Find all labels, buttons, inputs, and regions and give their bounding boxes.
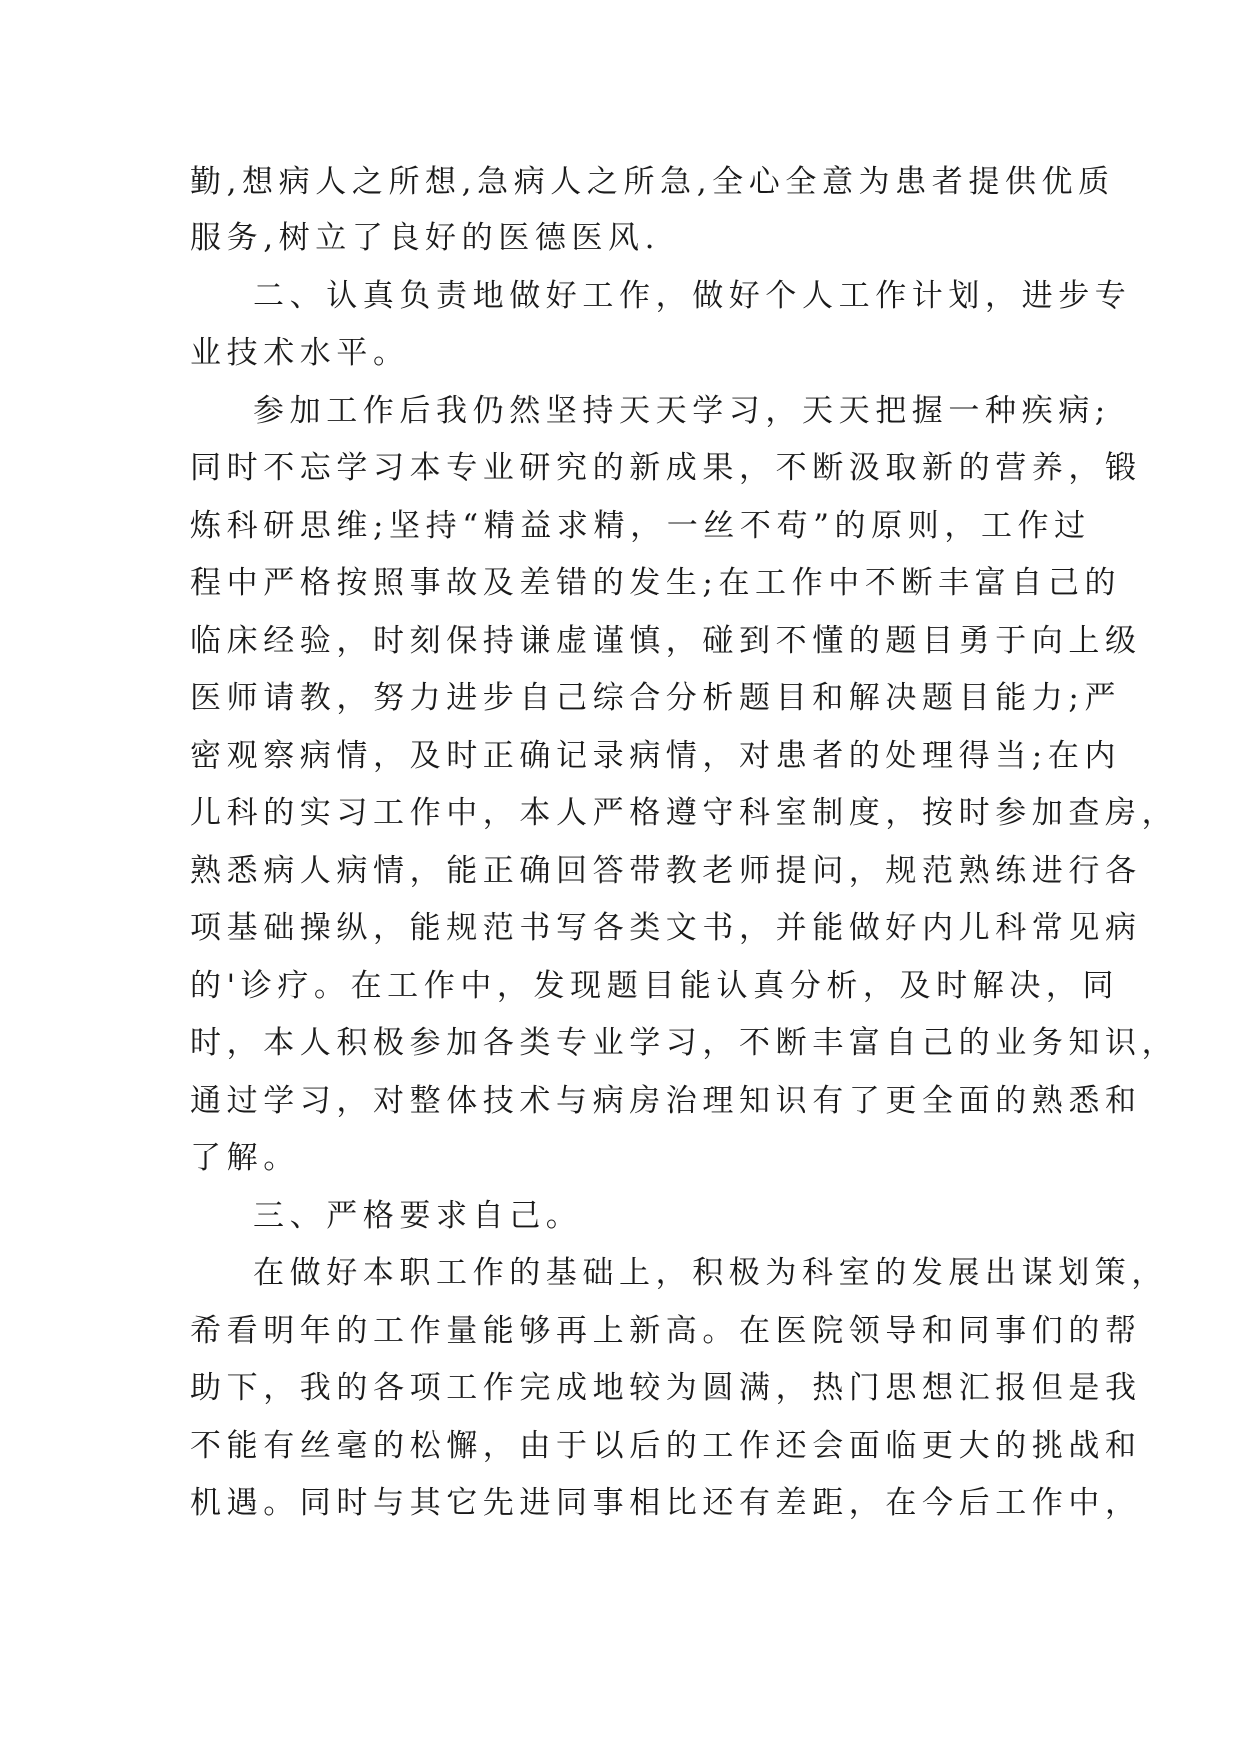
text-line: 助下，我的各项工作完成地较为圆满，热门思想汇报但是我 xyxy=(190,1370,1142,1406)
text-line: 项基础操纵，能规范书写各类文书，并能做好内儿科常见病 xyxy=(190,910,1142,946)
paragraph-start: 在做好本职工作的基础上，积极为科室的发展出谋划策， xyxy=(253,1255,1168,1291)
paragraph-start: 参加工作后我仍然坚持天天学习，天天把握一种疾病; xyxy=(253,393,1111,429)
text-line: 业技术水平。 xyxy=(190,335,410,371)
text-line: 希看明年的工作量能够再上新高。在医院领导和同事们的帮 xyxy=(190,1313,1142,1349)
text-line: 服务,树立了良好的医德医风. xyxy=(190,220,661,256)
text-line: 同时不忘学习本专业研究的新成果，不断汲取新的营养，锻 xyxy=(190,450,1142,486)
text-line: 密观察病情，及时正确记录病情，对患者的处理得当;在内 xyxy=(190,738,1122,774)
text-line: 儿科的实习工作中，本人严格遵守科室制度，按时参加查房， xyxy=(190,795,1179,831)
text-line: 临床经验，时刻保持谦虚谨慎，碰到不懂的题目勇于向上级 xyxy=(190,623,1142,659)
text-line: 的'诊疗。在工作中，发现题目能认真分析，及时解决，同 xyxy=(190,968,1120,1004)
section-heading-2: 二、认真负责地做好工作，做好个人工作计划，进步专 xyxy=(253,278,1132,314)
text-line: 机遇。同时与其它先进同事相比还有差距，在今后工作中， xyxy=(190,1485,1142,1521)
text-line: 医师请教，努力进步自己综合分析题目和解决题目能力;严 xyxy=(190,680,1122,716)
text-line: 炼科研思维;坚持“精益求精，一丝不苟”的原则，工作过 xyxy=(190,508,1091,544)
text-line: 不能有丝毫的松懈，由于以后的工作还会面临更大的挑战和 xyxy=(190,1428,1142,1464)
text-line: 时，本人积极参加各类专业学习，不断丰富自己的业务知识， xyxy=(190,1025,1179,1061)
text-line: 勤,想病人之所想,急病人之所急,全心全意为患者提供优质 xyxy=(190,164,1115,200)
text-line: 通过学习，对整体技术与病房治理知识有了更全面的熟悉和 xyxy=(190,1083,1142,1119)
text-line: 程中严格按照事故及差错的发生;在工作中不断丰富自己的 xyxy=(190,565,1122,601)
text-line: 了解。 xyxy=(190,1140,300,1176)
section-heading-3: 三、严格要求自己。 xyxy=(253,1198,583,1234)
text-line: 熟悉病人病情，能正确回答带教老师提问，规范熟练进行各 xyxy=(190,853,1142,889)
